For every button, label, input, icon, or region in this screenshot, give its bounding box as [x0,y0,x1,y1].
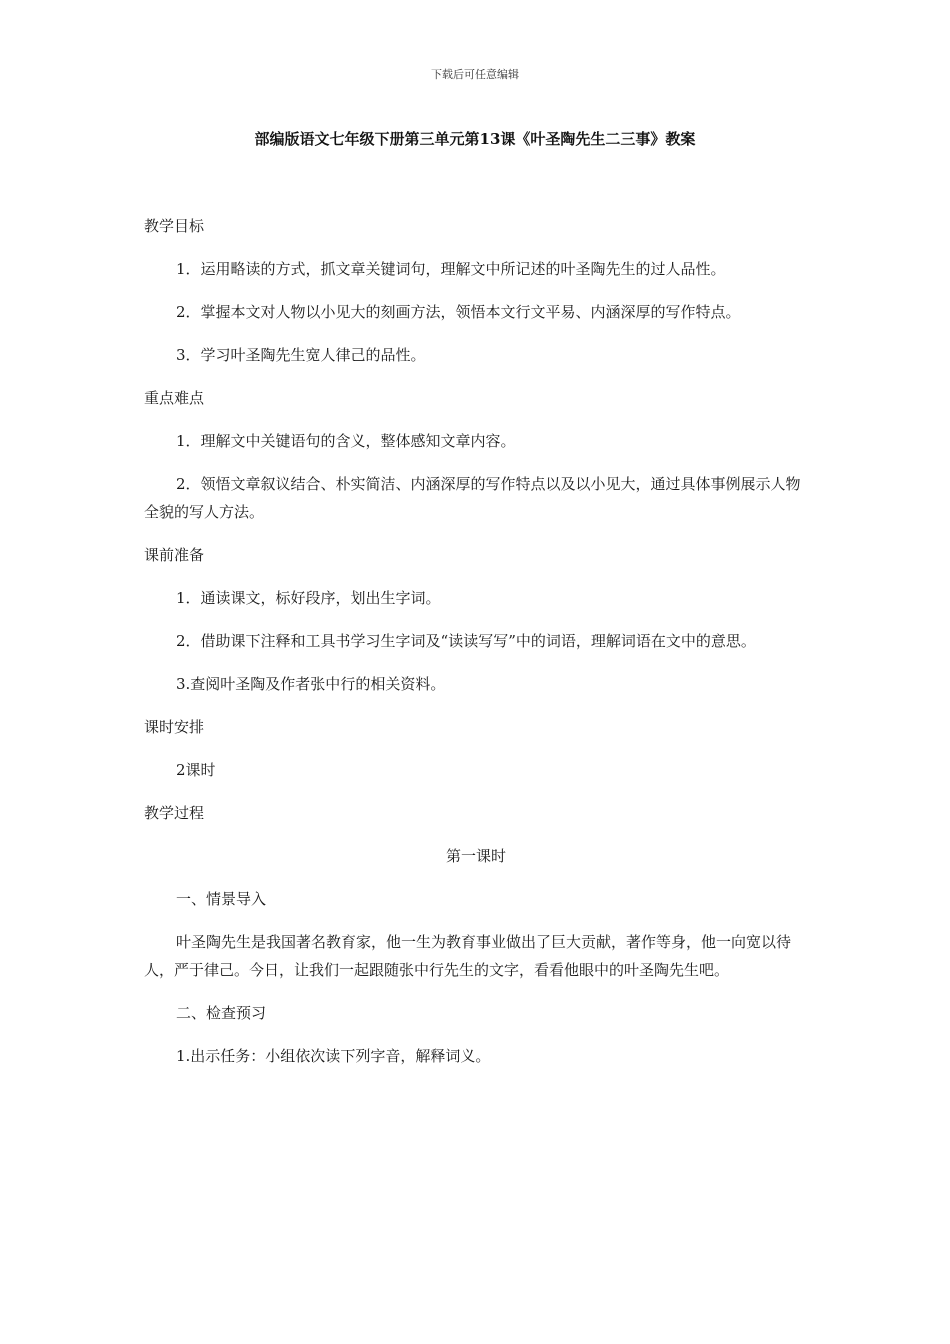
key-point-item-2: 2．领悟文章叙议结合、朴实简洁、内涵深厚的写作特点以及以小见大，通过具体事例展示人物全貌的写人方法。 [144,475,801,521]
preparation-item-2: 2．借助课下注释和工具书学习生字词及“读读写写”中的词语，理解词语在文中的意思。 [176,632,756,650]
goal-item-3: 3．学习叶圣陶先生宽人律己的品性。 [176,346,426,364]
preparation-item-1: 1．通读课文，标好段序，划出生字词。 [176,589,441,607]
section-heading-key-points: 重点难点 [144,389,205,407]
header-note: 下载后可任意编辑 [431,68,519,81]
document-body [144,212,808,1085]
document-title: 部编版语文七年级下册第三单元第13课《叶圣陶先生二三事》教案 [254,130,696,148]
key-point-item-1: 1．理解文中关键语句的含义，整体感知文章内容。 [176,432,516,450]
step2-item-1: 1.出示任务：小组依次读下列字音，解释词义。 [176,1047,491,1065]
section-heading-process: 教学过程 [144,804,205,822]
goal-item-2: 2．掌握本文对人物以小见大的刻画方法，领悟本文行文平易、内涵深厚的写作特点。 [176,303,741,321]
step2-heading: 二、检查预习 [176,1004,267,1022]
preparation-item-3: 3.查阅叶圣陶及作者张中行的相关资料。 [176,675,446,693]
step1-text: 叶圣陶先生是我国著名教育家，他一生为教育事业做出了巨大贡献，著作等身，他一向宽以待人，严于律己。今日，让我们一起跟随张中行先生的文字，看看他眼中的叶圣陶先生吧。 [144,933,792,979]
goal-item-1: 1．运用略读的方式，抓文章关键词句，理解文中所记述的叶圣陶先生的过人品性。 [176,260,726,278]
lesson-title: 第一课时 [445,847,506,865]
section-heading-schedule: 课时安排 [144,718,205,736]
step1-heading: 一、情景导入 [176,890,267,908]
section-heading-preparation: 课前准备 [144,546,205,564]
schedule-text: 2课时 [176,761,216,779]
section-heading-goals: 教学目标 [144,217,205,235]
